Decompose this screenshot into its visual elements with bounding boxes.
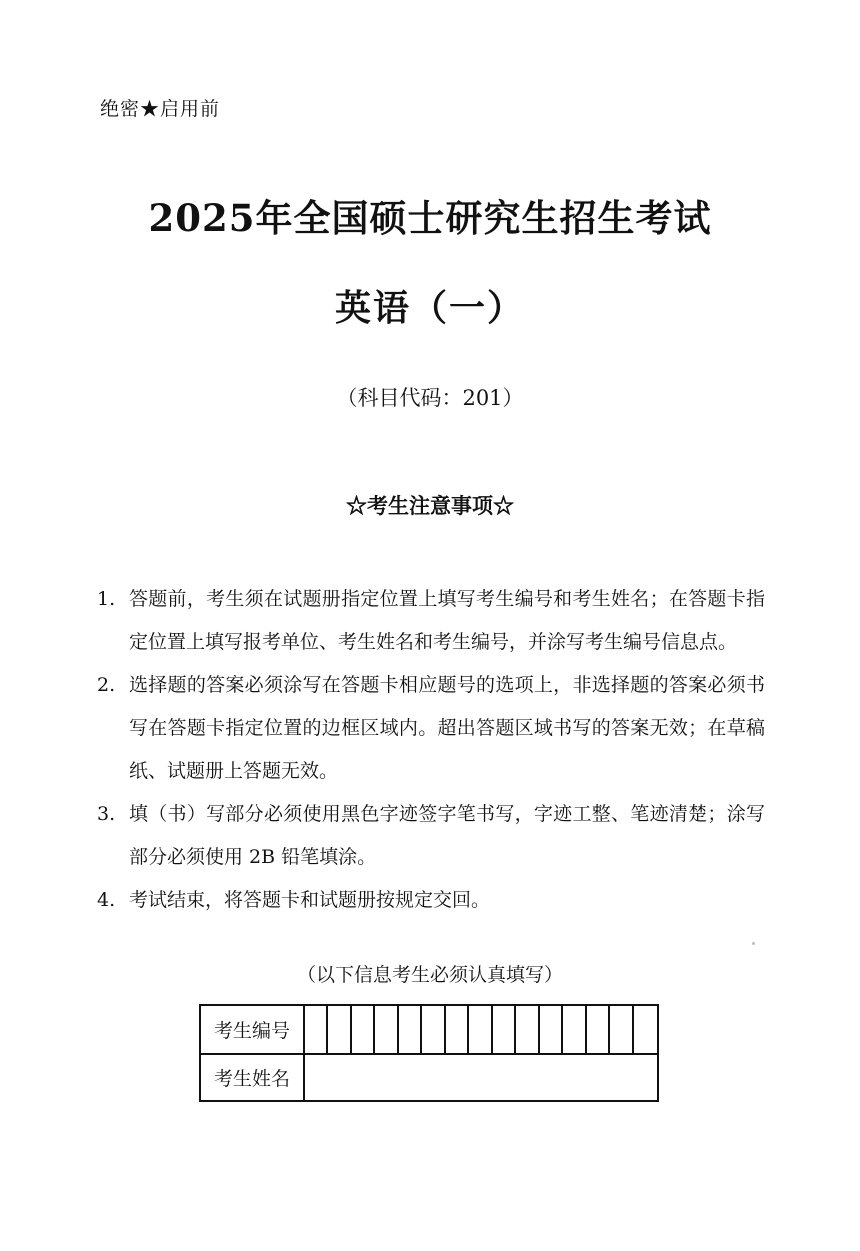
candidate-info-table [199, 1004, 659, 1102]
candidate-number-digit-box[interactable] [493, 1006, 516, 1053]
candidate-number-digit-box[interactable] [352, 1006, 375, 1053]
notice-item-4 [97, 879, 765, 922]
exam-subject: 英语（一） [334, 287, 525, 329]
candidate-name-field[interactable] [305, 1055, 657, 1100]
candidate-name-label: 考生姓名 [201, 1055, 305, 1100]
candidate-number-digit-box[interactable] [540, 1006, 563, 1053]
scan-speck [752, 942, 755, 945]
notice-item-1 [97, 578, 765, 664]
confidential-mark: 绝密★启用前 [100, 98, 221, 120]
notice-number: 4. [97, 889, 116, 911]
candidate-number-digit-box[interactable] [399, 1006, 422, 1053]
candidate-number-digit-box[interactable] [516, 1006, 539, 1053]
candidate-number-digit-box[interactable] [469, 1006, 492, 1053]
candidate-number-digit-box[interactable] [634, 1006, 657, 1053]
notice-number: 2. [97, 674, 116, 696]
notice-number: 1. [97, 588, 116, 610]
notice-item-3 [97, 793, 765, 879]
notice-text: 选择题的答案必须涂写在答题卡相应题号的选项上，非选择题的答案必须书写在答题卡指定位置的边框区域内。超出答题区域书写的答案无效；在草稿纸、试题册上答题无效。 [129, 674, 765, 782]
candidate-name-row [201, 1055, 657, 1100]
notice-item-2 [97, 664, 765, 793]
candidate-number-digit-box[interactable] [446, 1006, 469, 1053]
notice-text: 填（书）写部分必须使用黑色字迹签字笔书写，字迹工整、笔迹清楚；涂写部分必须使用 2B 铅笔填涂。 [129, 803, 765, 868]
notice-text: 考试结束，将答题卡和试题册按规定交回。 [129, 889, 491, 911]
candidate-number-digit-box[interactable] [328, 1006, 351, 1053]
subject-code: （科目代码：201） [336, 386, 524, 410]
candidate-number-digit-box[interactable] [305, 1006, 328, 1053]
candidate-number-digit-box[interactable] [587, 1006, 610, 1053]
exam-title: 2025年全国硕士研究生招生考试 [148, 196, 712, 240]
candidate-number-label: 考生编号 [201, 1006, 305, 1053]
candidate-number-digit-box[interactable] [610, 1006, 633, 1053]
notice-heading: ☆考生注意事项☆ [346, 493, 514, 518]
candidate-number-digit-box[interactable] [375, 1006, 398, 1053]
fill-instruction: （以下信息考生必须认真填写） [296, 964, 563, 986]
notice-number: 3. [97, 803, 116, 825]
notice-list [97, 578, 765, 922]
notice-text: 答题前，考生须在试题册指定位置上填写考生编号和考生姓名；在答题卡指定位置上填写报考单位、考生姓名和考生编号，并涂写考生编号信息点。 [129, 588, 765, 653]
candidate-number-digit-box[interactable] [422, 1006, 445, 1053]
candidate-number-row [201, 1006, 657, 1055]
candidate-number-digit-box[interactable] [563, 1006, 586, 1053]
